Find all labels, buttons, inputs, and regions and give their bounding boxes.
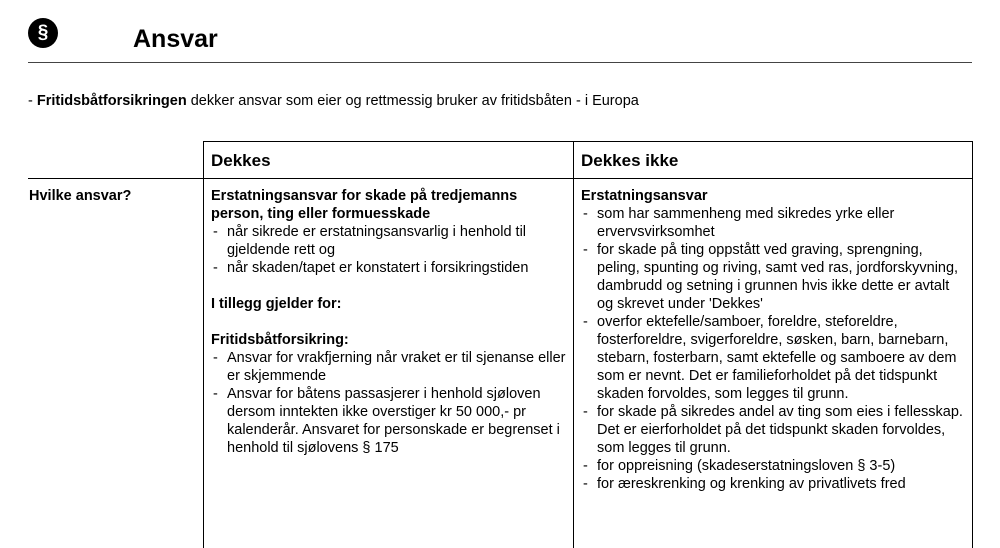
title-divider — [28, 62, 972, 63]
list-item: - Ansvar for vrakfjerning når vraket er til sjenanse eller er skjemmende — [211, 349, 567, 385]
table-header-border — [28, 178, 973, 179]
column-header-dekkes-ikke: Dekkes ikke — [581, 151, 679, 170]
sub-list — [211, 349, 567, 457]
list-item: - Ansvar for båtens passasjerer i henhold sjøloven dersom inntekten ikke overstiger kr 50 000,- pr kalenderår. Ansvaret for personskade er begrenset i henhold til sjølovens § 175 — [211, 385, 567, 457]
list-item: - for æreskrenking og krenking av privatlivets fred — [581, 475, 965, 493]
dekkes-ikke-heading: Erstatningsansvar — [581, 188, 708, 204]
dekkes-heading: Erstatningsansvar for skade på tredjemanns person, ting eller formuesskade — [211, 188, 518, 222]
sub-heading: Fritidsbåtforsikring: — [211, 332, 349, 348]
intro-prefix: - — [28, 93, 37, 109]
list-item: - når skaden/tapet er konstatert i forsikringstiden — [211, 259, 567, 277]
column-header-dekkes: Dekkes — [211, 151, 271, 170]
list-item: - overfor ektefelle/samboer, foreldre, steforeldre, fosterforeldre, svigerforeldre, søsken, barn, barnebarn, stebarn, fosterbarn, samt ektefelle og samboere av dem som er nevnt. Det er familieforholdet på det tidspunkt skaden forvoldes, som legges til grunn. — [581, 313, 965, 403]
list-item: - for skade på sikredes andel av ting som eies i fellesskap. Det er eierforholdet på det tidspunkt skaden forvoldes, som legges til grunn. — [581, 403, 965, 457]
list-item: - for skade på ting oppstått ved graving, sprengning, peling, spunting og riving, samt ved ras, jordforskyvning, dambrudd og setning i grunnen hvis ikke dette er avtalt og skrevet under 'Dekkes' — [581, 241, 965, 313]
intro-product-name: Fritidsbåtforsikringen — [36, 93, 187, 109]
list-item: - som har sammenheng med sikredes yrke eller ervervsvirksomhet — [581, 205, 965, 241]
table-divider-3 — [972, 141, 973, 548]
row-label: Hvilke ansvar? — [29, 188, 132, 204]
table-divider-1 — [203, 141, 204, 548]
list-item: - når sikrede er erstatningsansvarlig i henhold til gjeldende rett og — [211, 223, 567, 259]
dekkes-ikke-list — [581, 205, 965, 493]
section-sign-icon: § — [28, 18, 58, 48]
dekkes-list — [211, 223, 567, 277]
table-top-border — [203, 141, 973, 142]
intro-description: dekker ansvar som eier og rettmessig bruker av fritidsbåten - i Europa — [186, 93, 639, 109]
dekkes-ikke-cell — [581, 187, 965, 493]
addition-heading: I tillegg gjelder for: — [211, 296, 342, 312]
page-title: Ansvar — [133, 25, 218, 53]
dekkes-cell — [211, 187, 567, 457]
intro-text — [28, 92, 639, 110]
list-item: - for oppreisning (skadeserstatningsloven § 3-5) — [581, 457, 965, 475]
table-divider-2 — [573, 141, 574, 548]
